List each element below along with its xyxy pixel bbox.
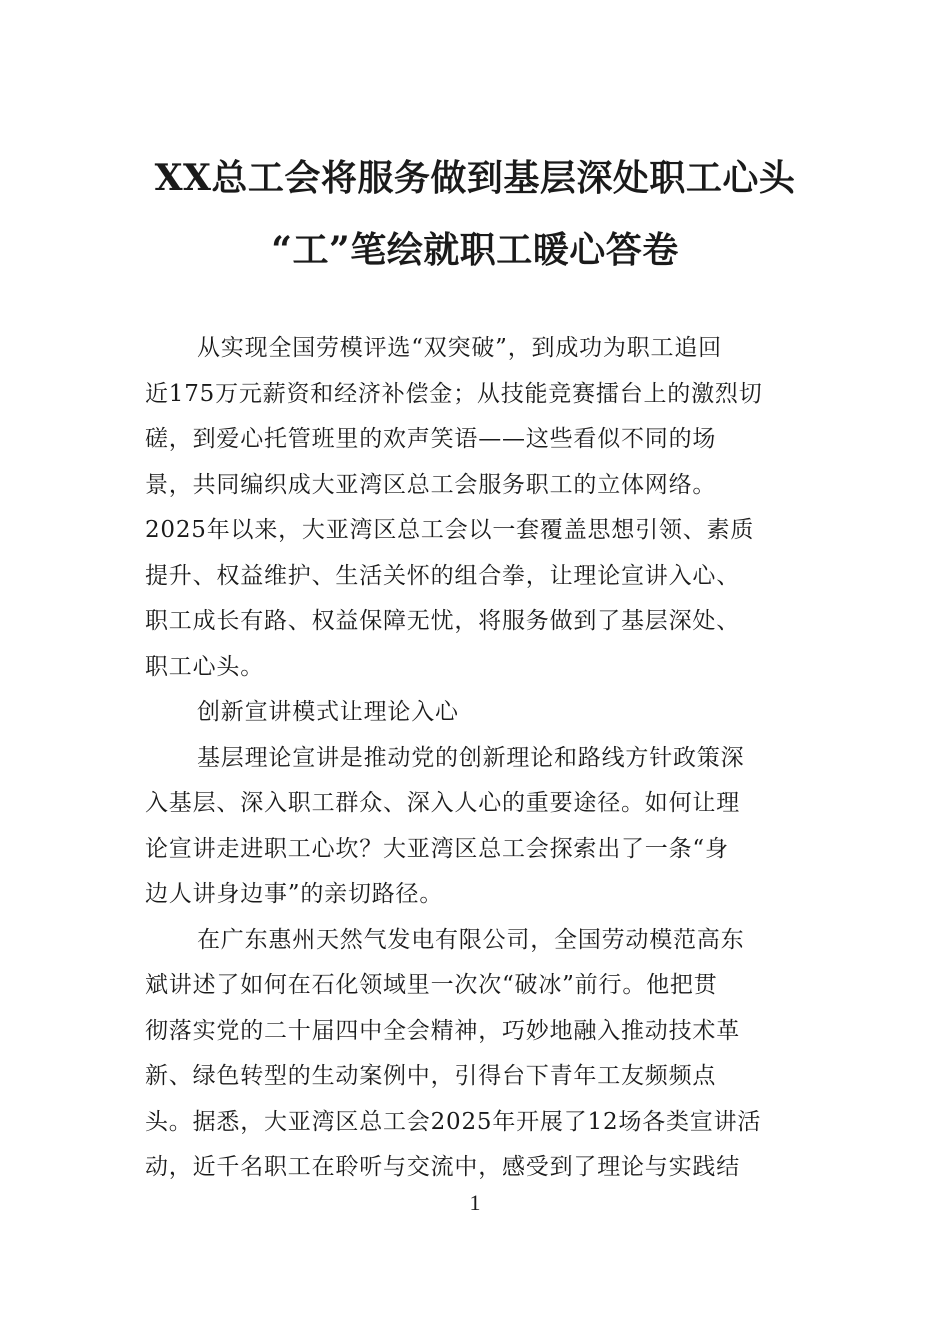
document-title bbox=[100, 158, 850, 302]
body-line: 磋，到爱心托管班里的欢声笑语——这些看似不同的场 bbox=[145, 426, 717, 452]
body-line: 从实现全国劳模评选“双突破”，到成功为职工追回 bbox=[197, 335, 722, 361]
page-number: 1 bbox=[469, 1190, 481, 1215]
body-line: 近175万元薪资和经济补偿金；从技能竞赛擂台上的激烈切 bbox=[145, 380, 763, 407]
body-line: 景，共同编织成大亚湾区总工会服务职工的立体网络。 bbox=[145, 471, 717, 498]
body-line: 提升、权益维护、生活关怀的组合拳，让理论宣讲入心、 bbox=[145, 562, 740, 589]
body-line: 职工心头。 bbox=[145, 653, 264, 680]
body-line: 动，近千名职工在聆听与交流中，感受到了理论与实践结 bbox=[145, 1154, 740, 1180]
body-line: 职工成长有路、权益保障无忧，将服务做到了基层深处、 bbox=[145, 608, 740, 634]
body-line: 创新宣讲模式让理论入心 bbox=[197, 699, 459, 725]
body-line: 入基层、深入职工群众、深入人心的重要途径。如何让理 bbox=[145, 790, 740, 816]
body-line: 基层理论宣讲是推动党的创新理论和路线方针政策深 bbox=[197, 744, 745, 771]
body-line: 在广东惠州天然气发电有限公司，全国劳动模范高东 bbox=[197, 926, 745, 953]
document-body bbox=[145, 326, 815, 1191]
title-line-1: XX总工会将服务做到基层深处职工心头 bbox=[154, 157, 796, 199]
body-line: 头。据悉，大亚湾区总工会2025年开展了12场各类宣讲活 bbox=[145, 1108, 762, 1135]
body-line: 2025年以来，大亚湾区总工会以一套覆盖思想引领、素质 bbox=[145, 517, 755, 543]
body-line: 斌讲述了如何在石化领域里一次次“破冰”前行。他把贯 bbox=[145, 972, 718, 998]
title-line-2: “工”笔绘就职工暖心答卷 bbox=[271, 229, 679, 271]
body-line: 新、绿色转型的生动案例中，引得台下青年工友频频点 bbox=[145, 1063, 717, 1089]
body-line: 边人讲身边事”的亲切路径。 bbox=[145, 881, 444, 907]
body-line: 彻落实党的二十届四中全会精神，巧妙地融入推动技术革 bbox=[145, 1017, 740, 1044]
body-line: 论宣讲走进职工心坎？大亚湾区总工会探索出了一条“身 bbox=[145, 835, 729, 862]
